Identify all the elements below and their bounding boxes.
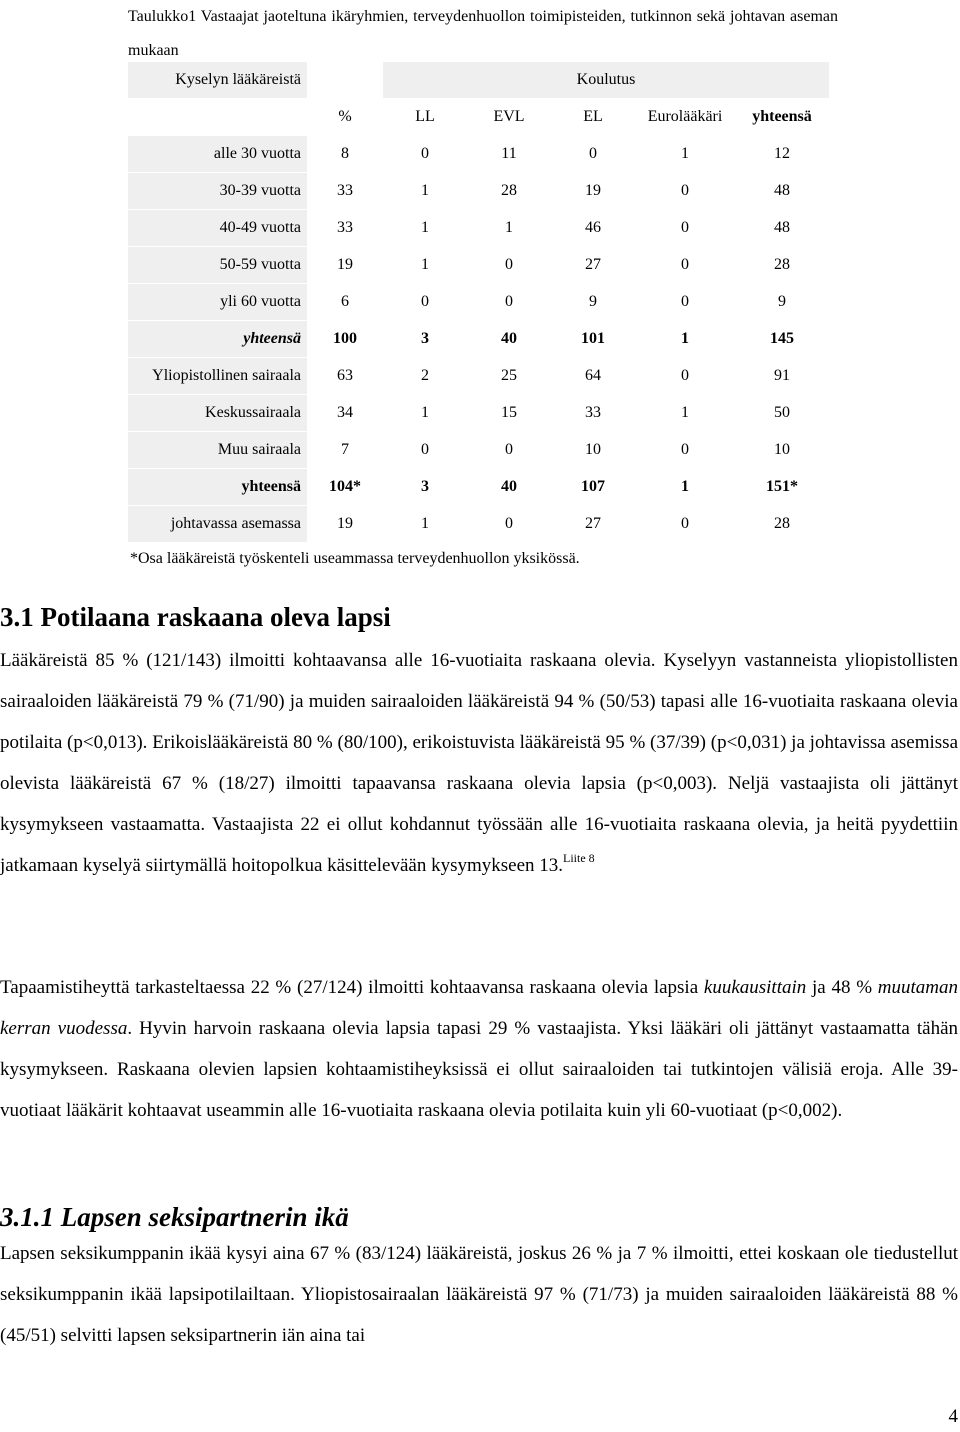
table-cell: 33 bbox=[551, 395, 635, 432]
paragraph-2-part1: Tapaamistiheyttä tarkasteltaessa 22 % (27/124) ilmoitti kohtaavansa raskaana olevia lapsia bbox=[0, 977, 704, 998]
table-cell: 28 bbox=[467, 173, 551, 210]
paragraph-1-sup: Liite 8 bbox=[563, 851, 595, 865]
table-cell: 104* bbox=[307, 469, 383, 506]
table-cell: 6 bbox=[307, 284, 383, 321]
table-cell: 151* bbox=[735, 469, 829, 506]
row-label: yhteensä bbox=[128, 321, 307, 358]
table-cell: 3 bbox=[383, 469, 467, 506]
row-label: 40-49 vuotta bbox=[128, 210, 307, 247]
table-cell: 3 bbox=[383, 321, 467, 358]
table-cell: 19 bbox=[551, 173, 635, 210]
table-cell: 25 bbox=[467, 358, 551, 395]
subsection-heading: 3.1.1 Lapsen seksipartnerin ikä bbox=[0, 1202, 349, 1232]
table-cell: 0 bbox=[635, 210, 735, 247]
table-row bbox=[128, 432, 829, 469]
table-row bbox=[128, 284, 829, 321]
table-row bbox=[128, 469, 829, 506]
col-header: LL bbox=[383, 99, 467, 136]
table-row bbox=[128, 321, 829, 358]
header-empty bbox=[128, 99, 307, 136]
table-cell: 145 bbox=[735, 321, 829, 358]
row-label: Muu sairaala bbox=[128, 432, 307, 469]
table-cell: 0 bbox=[551, 136, 635, 173]
table-cell: 0 bbox=[635, 432, 735, 469]
row-label: 50-59 vuotta bbox=[128, 247, 307, 284]
row-label: Yliopistollinen sairaala bbox=[128, 358, 307, 395]
table-cell: 1 bbox=[383, 247, 467, 284]
table-row bbox=[128, 173, 829, 210]
col-header: EVL bbox=[467, 99, 551, 136]
table-header-row-columns bbox=[128, 99, 829, 136]
table-cell: 0 bbox=[383, 136, 467, 173]
table-cell: 0 bbox=[635, 284, 735, 321]
table-cell: 19 bbox=[307, 506, 383, 543]
table-cell: 48 bbox=[735, 173, 829, 210]
table-cell: 0 bbox=[467, 506, 551, 543]
table-row bbox=[128, 358, 829, 395]
table-cell: 0 bbox=[635, 173, 735, 210]
table-cell: 34 bbox=[307, 395, 383, 432]
table-cell: 28 bbox=[735, 506, 829, 543]
paragraph-2-part3: . Hyvin harvoin raskaana olevia lapsia tapasi 29 % vastaajista. Yksi lääkäri oli jättänyt vastaamatta tähän kysymykseen. Raskaana olevien lapsien kohtaamistiheyksissä ei ollut sairaaloiden tai tutkintojen välisiä eroja. Alle 39-vuotiaat lääkärit kohtaavat useammin alle 16-vuotiaita raskaana olevia potilaita kuin yli 60-vuotiaat (p<0,002). bbox=[0, 1018, 959, 1121]
table-cell: 1 bbox=[635, 395, 735, 432]
header-group: Koulutus bbox=[383, 62, 829, 99]
table-cell: 64 bbox=[551, 358, 635, 395]
table-header-row-group bbox=[128, 62, 829, 99]
table-cell: 15 bbox=[467, 395, 551, 432]
col-header: EL bbox=[551, 99, 635, 136]
table-footnote: *Osa lääkäreistä työskenteli useammassa terveydenhuollon yksikössä. bbox=[130, 550, 580, 567]
paragraph-3: Lapsen seksikumppanin ikää kysyi aina 67 % (83/124) lääkäreistä, joskus 26 % ja 7 % ilmoitti, ettei koskaan ole tiedustellut seksikumppanin ikää lapsipotilailtaan. Yliopistosairaalan lääkäreistä 97 % (71/73) ja muiden sairaaloiden lääkäreistä 88 % (45/51) selvitti lapsen seksipartnerin iän aina tai bbox=[0, 1243, 958, 1346]
row-label: johtavassa asemassa bbox=[128, 506, 307, 543]
table-row bbox=[128, 210, 829, 247]
table-cell: 100 bbox=[307, 321, 383, 358]
table-cell: 10 bbox=[735, 432, 829, 469]
table-cell: 0 bbox=[467, 284, 551, 321]
row-label: 30-39 vuotta bbox=[128, 173, 307, 210]
table-row bbox=[128, 136, 829, 173]
table-cell: 0 bbox=[383, 284, 467, 321]
table-cell: 27 bbox=[551, 506, 635, 543]
table-row bbox=[128, 395, 829, 432]
paragraph-1-text: Lääkäreistä 85 % (121/143) ilmoitti kohtaavansa alle 16-vuotiaita raskaana olevia. Kyselyyn vastanneista yliopistollisten sairaaloiden lääkäreistä 79 % (71/90) ja muiden sairaaloiden lääkäreistä 94 % (50/53) tapasi alle 16-vuotiaita raskaana olevia potilaita (p<0,013). Erikoislääkäreistä 80 % (80/100), erikoistuvista lääkäreistä 95 % (37/39) (p<0,031) ja johtavissa asemissa olevista lääkäreistä 67 % (18/27) ilmoitti tapaavansa raskaana olevia lapsia (p<0,003). Neljä vastaajista oli jättänyt kysymykseen vastaamatta. Vastaajista 22 ei ollut kohdannut työssään alle 16-vuotiaita raskaana olevia, ja heitä pyydettiin jatkamaan kyselyä siirtymällä hoitopolkua käsittelevään kysymykseen 13. bbox=[0, 650, 958, 876]
table-cell: 7 bbox=[307, 432, 383, 469]
respondents-table bbox=[128, 62, 829, 543]
table-cell: 1 bbox=[383, 395, 467, 432]
table-cell: 19 bbox=[307, 247, 383, 284]
col-header: % bbox=[307, 99, 383, 136]
table-cell: 28 bbox=[735, 247, 829, 284]
table-cell: 107 bbox=[551, 469, 635, 506]
table-row bbox=[128, 506, 829, 543]
page-number: 4 bbox=[948, 1406, 958, 1427]
paragraph-1 bbox=[0, 640, 958, 886]
paragraph-2-part2: ja 48 % bbox=[806, 977, 878, 998]
row-label: yli 60 vuotta bbox=[128, 284, 307, 321]
row-label: Keskussairaala bbox=[128, 395, 307, 432]
table-cell: 1 bbox=[383, 173, 467, 210]
table-cell: 9 bbox=[551, 284, 635, 321]
table-row bbox=[128, 247, 829, 284]
table-cell: 91 bbox=[735, 358, 829, 395]
table-cell: 0 bbox=[467, 247, 551, 284]
row-label: alle 30 vuotta bbox=[128, 136, 307, 173]
header-left: Kyselyn lääkäreistä bbox=[128, 62, 307, 99]
table-cell: 1 bbox=[383, 210, 467, 247]
table-cell: 11 bbox=[467, 136, 551, 173]
section-heading: 3.1 Potilaana raskaana oleva lapsi bbox=[0, 602, 391, 632]
table-caption: Taulukko1 Vastaajat jaoteltuna ikäryhmien, terveydenhuollon toimipisteiden, tutkinnon sekä johtavan aseman mukaan bbox=[128, 8, 838, 59]
col-header: yhteensä bbox=[735, 99, 829, 136]
row-label: yhteensä bbox=[128, 469, 307, 506]
table-cell: 0 bbox=[467, 432, 551, 469]
table-cell: 0 bbox=[383, 432, 467, 469]
paragraph-2-italic1: kuukausittain bbox=[703, 977, 807, 998]
table-cell: 12 bbox=[735, 136, 829, 173]
paragraph-2-italic2: muutaman kerran vuodessa bbox=[0, 977, 958, 1039]
table-cell: 48 bbox=[735, 210, 829, 247]
table-cell: 101 bbox=[551, 321, 635, 358]
table-cell: 0 bbox=[635, 358, 735, 395]
table-cell: 2 bbox=[383, 358, 467, 395]
table-cell: 40 bbox=[467, 321, 551, 358]
table-cell: 33 bbox=[307, 173, 383, 210]
table-cell: 1 bbox=[635, 469, 735, 506]
table-cell: 9 bbox=[735, 284, 829, 321]
table-cell: 10 bbox=[551, 432, 635, 469]
table-cell: 1 bbox=[467, 210, 551, 247]
col-header: Eurolääkäri bbox=[635, 99, 735, 136]
header-blank bbox=[307, 62, 383, 99]
table-cell: 50 bbox=[735, 395, 829, 432]
table-cell: 0 bbox=[635, 247, 735, 284]
table-cell: 63 bbox=[307, 358, 383, 395]
paragraph-2 bbox=[0, 967, 958, 1131]
table-cell: 33 bbox=[307, 210, 383, 247]
table-cell: 40 bbox=[467, 469, 551, 506]
table-cell: 0 bbox=[635, 506, 735, 543]
table-cell: 46 bbox=[551, 210, 635, 247]
table-cell: 1 bbox=[635, 136, 735, 173]
table-cell: 1 bbox=[383, 506, 467, 543]
table-cell: 1 bbox=[635, 321, 735, 358]
table-cell: 8 bbox=[307, 136, 383, 173]
table-cell: 27 bbox=[551, 247, 635, 284]
